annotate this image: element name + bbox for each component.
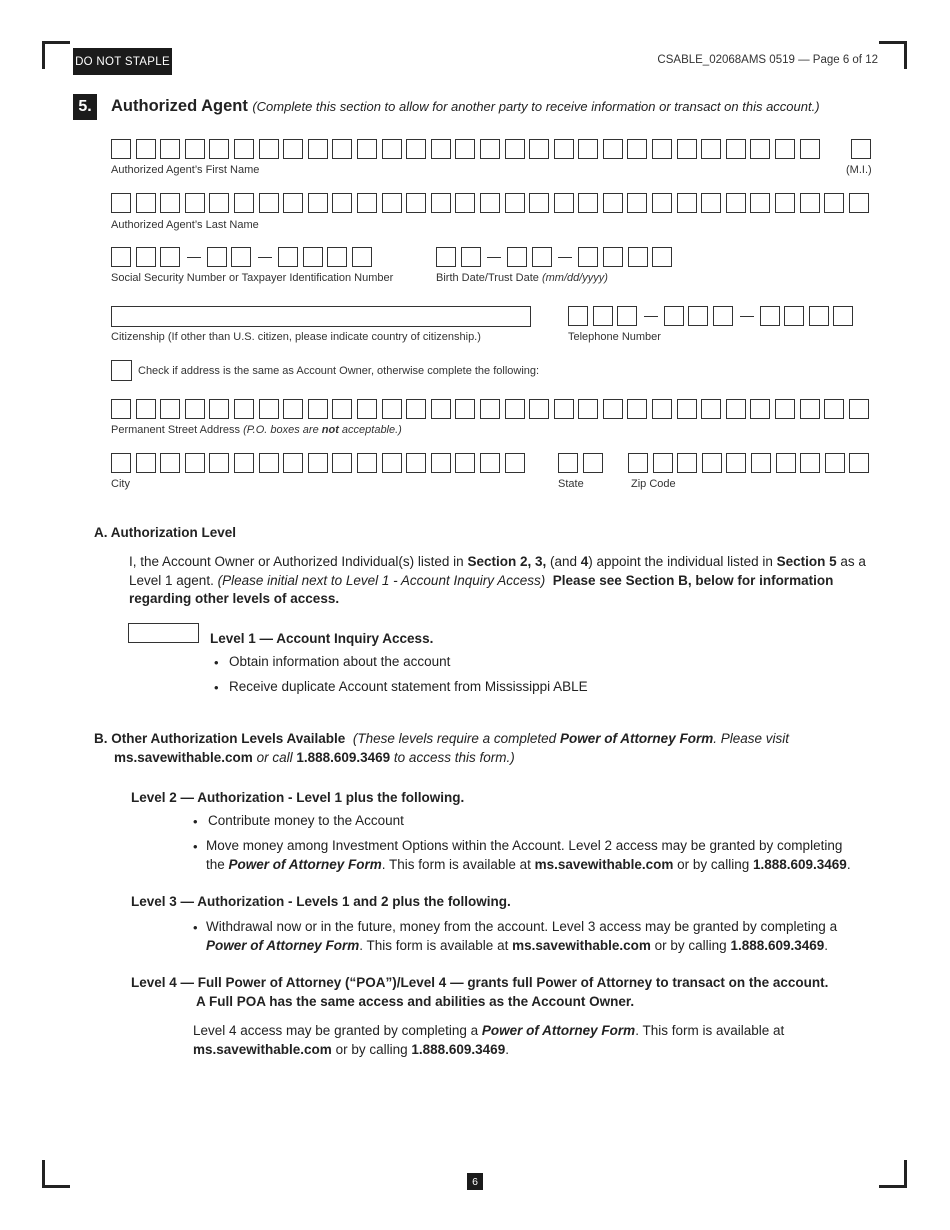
char-box[interactable] xyxy=(603,399,623,419)
level4-title-line2: A Full POA has the same access and abilities as the Account Owner. xyxy=(196,994,635,1009)
char-box[interactable] xyxy=(568,306,588,326)
char-box[interactable] xyxy=(283,453,303,473)
street-label-text: Permanent Street Address xyxy=(111,424,244,436)
separator-dash xyxy=(644,316,658,317)
char-box[interactable] xyxy=(455,453,475,473)
char-box[interactable] xyxy=(776,453,796,473)
separator-dash xyxy=(187,257,201,258)
char-box[interactable] xyxy=(160,193,180,213)
last-name-label: Authorized Agent’s Last Name xyxy=(111,219,259,231)
page-info: CSABLE_02068AMS 0519 — Page 6 of 12 xyxy=(657,54,878,66)
char-box[interactable] xyxy=(532,247,552,267)
char-box[interactable] xyxy=(775,399,795,419)
char-box[interactable] xyxy=(327,247,347,267)
char-box[interactable] xyxy=(185,453,205,473)
char-box[interactable] xyxy=(578,399,598,419)
char-box[interactable] xyxy=(357,399,377,419)
char-box[interactable] xyxy=(480,139,500,159)
char-box[interactable] xyxy=(558,453,578,473)
char-box[interactable] xyxy=(431,193,451,213)
char-box[interactable] xyxy=(357,453,377,473)
char-box[interactable] xyxy=(653,453,673,473)
char-box[interactable] xyxy=(775,139,795,159)
birth-date-format: (mm/dd/yyyy) xyxy=(541,272,608,284)
char-box[interactable] xyxy=(111,139,131,159)
char-box[interactable] xyxy=(800,139,820,159)
char-box[interactable] xyxy=(505,453,525,473)
section-title-text: Authorized Agent xyxy=(111,97,248,115)
char-box[interactable] xyxy=(259,453,279,473)
char-box[interactable] xyxy=(332,139,352,159)
char-box[interactable] xyxy=(800,193,820,213)
level1-bullet-1: Obtain information about the account xyxy=(229,654,451,669)
char-box[interactable] xyxy=(809,306,829,326)
char-box[interactable] xyxy=(136,247,156,267)
bullet: • xyxy=(193,920,198,935)
separator-dash xyxy=(258,257,272,258)
city-label: City xyxy=(111,478,130,490)
char-box[interactable] xyxy=(824,399,844,419)
char-box[interactable] xyxy=(825,453,845,473)
char-box[interactable] xyxy=(603,139,623,159)
char-box[interactable] xyxy=(382,399,402,419)
char-box[interactable] xyxy=(231,247,251,267)
bullet: • xyxy=(193,814,198,829)
char-box[interactable] xyxy=(431,453,451,473)
street-note: (P.O. boxes are not acceptable.) xyxy=(243,424,402,436)
char-box[interactable] xyxy=(431,399,451,419)
char-box[interactable] xyxy=(760,306,780,326)
char-box[interactable] xyxy=(406,193,426,213)
char-box[interactable] xyxy=(677,139,697,159)
char-box[interactable] xyxy=(627,399,647,419)
char-box[interactable] xyxy=(278,247,298,267)
char-box[interactable] xyxy=(259,139,279,159)
char-box[interactable] xyxy=(554,139,574,159)
char-box[interactable] xyxy=(529,139,549,159)
char-box[interactable] xyxy=(160,247,180,267)
street-address-input[interactable] xyxy=(111,399,873,419)
char-box[interactable] xyxy=(824,193,844,213)
char-box[interactable] xyxy=(603,247,623,267)
char-box[interactable] xyxy=(455,399,475,419)
char-box[interactable] xyxy=(234,399,254,419)
birth-date-input[interactable] xyxy=(436,247,677,267)
char-box[interactable] xyxy=(406,139,426,159)
char-box[interactable] xyxy=(209,193,229,213)
char-box[interactable] xyxy=(160,139,180,159)
char-box[interactable] xyxy=(461,247,481,267)
same-address-label: Check if address is the same as Account Owner, otherwise complete the following: xyxy=(138,365,540,377)
corner-mark-tr xyxy=(879,41,907,44)
char-box[interactable] xyxy=(578,193,598,213)
char-box[interactable] xyxy=(259,399,279,419)
char-box[interactable] xyxy=(628,247,648,267)
separator-dash xyxy=(487,257,501,258)
char-box[interactable] xyxy=(455,193,475,213)
char-box[interactable] xyxy=(160,453,180,473)
char-box[interactable] xyxy=(775,193,795,213)
street-address-label xyxy=(111,424,402,436)
telephone-input[interactable] xyxy=(568,306,858,326)
char-box[interactable] xyxy=(617,306,637,326)
char-box[interactable] xyxy=(209,453,229,473)
char-box[interactable] xyxy=(800,453,820,473)
level2-bullet-2: Move money among Investment Options within the Account. Level 2 access may be granted by completing the Power of Attorney Form. This form is available at ms.savewithable.com or by calling 1.888.609.3469. xyxy=(206,838,851,872)
char-box[interactable] xyxy=(382,453,402,473)
char-box[interactable] xyxy=(136,453,156,473)
zip-code-label: Zip Code xyxy=(631,478,676,490)
bullet: • xyxy=(193,839,198,854)
level2-title: Level 2 — Authorization - Level 1 plus the following. xyxy=(131,790,465,805)
state-input[interactable] xyxy=(558,453,607,473)
char-box[interactable] xyxy=(406,453,426,473)
mi-label: (M.I.) xyxy=(846,164,872,176)
char-box[interactable] xyxy=(578,139,598,159)
char-box[interactable] xyxy=(283,139,303,159)
char-box[interactable] xyxy=(431,139,451,159)
char-box[interactable] xyxy=(800,399,820,419)
char-box[interactable] xyxy=(652,193,672,213)
state-label: State xyxy=(558,478,584,490)
do-not-staple-badge: DO NOT STAPLE xyxy=(73,48,172,75)
section-number: 5. xyxy=(73,94,97,120)
first-name-input[interactable] xyxy=(111,139,824,159)
char-box[interactable] xyxy=(833,306,853,326)
char-box[interactable] xyxy=(308,453,328,473)
char-box[interactable] xyxy=(480,453,500,473)
citizenship-input[interactable] xyxy=(111,306,531,327)
corner-mark-bl xyxy=(42,1185,70,1188)
char-box[interactable] xyxy=(849,399,869,419)
char-box[interactable] xyxy=(352,247,372,267)
char-box[interactable] xyxy=(234,139,254,159)
ssn-input[interactable] xyxy=(111,247,376,267)
char-box[interactable] xyxy=(505,139,525,159)
char-box[interactable] xyxy=(726,139,746,159)
char-box[interactable] xyxy=(849,453,869,473)
char-box[interactable] xyxy=(136,139,156,159)
level1-initial-box[interactable] xyxy=(128,623,199,643)
char-box[interactable] xyxy=(593,306,613,326)
char-box[interactable] xyxy=(677,193,697,213)
section-subtitle: (Complete this section to allow for another party to receive information or transact on this account.) xyxy=(252,99,820,114)
zip-code-input[interactable] xyxy=(628,453,874,473)
char-box[interactable] xyxy=(652,139,672,159)
char-box[interactable] xyxy=(652,247,672,267)
char-box[interactable] xyxy=(713,306,733,326)
char-box[interactable] xyxy=(111,193,131,213)
separator-dash xyxy=(558,257,572,258)
char-box[interactable] xyxy=(308,399,328,419)
char-box[interactable] xyxy=(554,193,574,213)
char-box[interactable] xyxy=(851,139,871,159)
separator-dash xyxy=(740,316,754,317)
char-box[interactable] xyxy=(849,193,869,213)
char-box[interactable] xyxy=(209,139,229,159)
char-box[interactable] xyxy=(185,399,205,419)
corner-mark-br xyxy=(879,1185,907,1188)
char-box[interactable] xyxy=(505,193,525,213)
char-box[interactable] xyxy=(480,193,500,213)
char-box[interactable] xyxy=(283,399,303,419)
birth-date-label xyxy=(436,272,608,284)
section-b-heading: B. Other Authorization Levels Available (These levels require a completed Power of Attorney Form. Please visit xyxy=(94,731,789,746)
char-box[interactable] xyxy=(627,193,647,213)
level3-bullet-1: Withdrawal now or in the future, money from the account. Level 3 access may be granted by completing a Power of Attorney Form. This form is available at ms.savewithable.com or by calling 1.888.609.3469. xyxy=(206,919,838,953)
char-box[interactable] xyxy=(726,453,746,473)
level1-bullet-2: Receive duplicate Account statement from Mississippi ABLE xyxy=(229,679,588,694)
char-box[interactable] xyxy=(382,139,402,159)
char-box[interactable] xyxy=(603,193,623,213)
char-box[interactable] xyxy=(136,399,156,419)
char-box[interactable] xyxy=(750,193,770,213)
section-title xyxy=(111,97,820,116)
char-box[interactable] xyxy=(303,247,323,267)
level4-title-line1: Level 4 — Full Power of Attorney (“POA”)/Level 4 — grants full Power of Attorney to transact on the account. xyxy=(131,975,829,990)
char-box[interactable] xyxy=(751,453,771,473)
first-name-label: Authorized Agent’s First Name xyxy=(111,164,260,176)
char-box[interactable] xyxy=(436,247,456,267)
telephone-label: Telephone Number xyxy=(568,331,661,343)
bullet: • xyxy=(214,680,219,695)
char-box[interactable] xyxy=(701,193,721,213)
level4-text: Level 4 access may be granted by completing a Power of Attorney Form. This form is available at ms.savewithable.com or by calling 1.888.609.3469. xyxy=(193,1023,785,1057)
char-box[interactable] xyxy=(529,193,549,213)
char-box[interactable] xyxy=(627,139,647,159)
bullet: • xyxy=(214,655,219,670)
char-box[interactable] xyxy=(136,193,156,213)
char-box[interactable] xyxy=(357,139,377,159)
corner-mark-tl xyxy=(42,41,45,69)
char-box[interactable] xyxy=(554,399,574,419)
char-box[interactable] xyxy=(332,193,352,213)
char-box[interactable] xyxy=(209,399,229,419)
char-box[interactable] xyxy=(111,247,131,267)
char-box[interactable] xyxy=(332,453,352,473)
char-box[interactable] xyxy=(160,399,180,419)
ssn-label: Social Security Number or Taxpayer Identification Number xyxy=(111,272,394,284)
city-input[interactable] xyxy=(111,453,529,473)
char-box[interactable] xyxy=(382,193,402,213)
char-box[interactable] xyxy=(529,399,549,419)
last-name-input[interactable] xyxy=(111,193,873,213)
section-a-paragraph: I, the Account Owner or Authorized Individual(s) listed in Section 2, 3, (and 4) appoint the individual listed in Section 5 as a Level 1 agent. (Please initial next to Level 1 - Account Inquiry Access) Please see Section B, below for information regarding other levels of access. xyxy=(129,554,866,606)
char-box[interactable] xyxy=(664,306,684,326)
birth-date-label-text: Birth Date/Trust Date xyxy=(436,272,542,284)
char-box[interactable] xyxy=(406,399,426,419)
char-box[interactable] xyxy=(234,193,254,213)
middle-initial-input[interactable] xyxy=(851,139,876,159)
corner-mark-tr xyxy=(904,41,907,69)
char-box[interactable] xyxy=(726,399,746,419)
char-box[interactable] xyxy=(750,139,770,159)
char-box[interactable] xyxy=(234,453,254,473)
section-b-contact: ms.savewithable.com or call 1.888.609.3469 to access this form.) xyxy=(114,750,515,765)
section-a-heading: A. Authorization Level xyxy=(94,525,237,540)
char-box[interactable] xyxy=(259,193,279,213)
char-box[interactable] xyxy=(701,139,721,159)
char-box[interactable] xyxy=(652,399,672,419)
char-box[interactable] xyxy=(185,139,205,159)
char-box[interactable] xyxy=(308,193,328,213)
corner-mark-tl xyxy=(42,41,70,44)
char-box[interactable] xyxy=(207,247,227,267)
char-box[interactable] xyxy=(111,399,131,419)
char-box[interactable] xyxy=(726,193,746,213)
corner-mark-bl xyxy=(42,1160,45,1188)
char-box[interactable] xyxy=(583,453,603,473)
char-box[interactable] xyxy=(677,399,697,419)
char-box[interactable] xyxy=(357,193,377,213)
char-box[interactable] xyxy=(505,399,525,419)
char-box[interactable] xyxy=(688,306,708,326)
level2-bullet-1: Contribute money to the Account xyxy=(208,813,404,828)
citizenship-label: Citizenship (If other than U.S. citizen, please indicate country of citizenship.) xyxy=(111,331,481,343)
char-box[interactable] xyxy=(628,453,648,473)
char-box[interactable] xyxy=(283,193,303,213)
same-address-checkbox[interactable] xyxy=(111,360,132,381)
char-box[interactable] xyxy=(750,399,770,419)
char-box[interactable] xyxy=(701,399,721,419)
char-box[interactable] xyxy=(702,453,722,473)
char-box[interactable] xyxy=(332,399,352,419)
corner-mark-br xyxy=(904,1160,907,1188)
char-box[interactable] xyxy=(185,193,205,213)
char-box[interactable] xyxy=(455,139,475,159)
char-box[interactable] xyxy=(578,247,598,267)
char-box[interactable] xyxy=(507,247,527,267)
char-box[interactable] xyxy=(677,453,697,473)
char-box[interactable] xyxy=(784,306,804,326)
char-box[interactable] xyxy=(480,399,500,419)
char-box[interactable] xyxy=(308,139,328,159)
level1-title: Level 1 — Account Inquiry Access. xyxy=(210,631,434,646)
level3-title: Level 3 — Authorization - Levels 1 and 2 plus the following. xyxy=(131,894,511,909)
page-number: 6 xyxy=(467,1173,483,1190)
char-box[interactable] xyxy=(111,453,131,473)
